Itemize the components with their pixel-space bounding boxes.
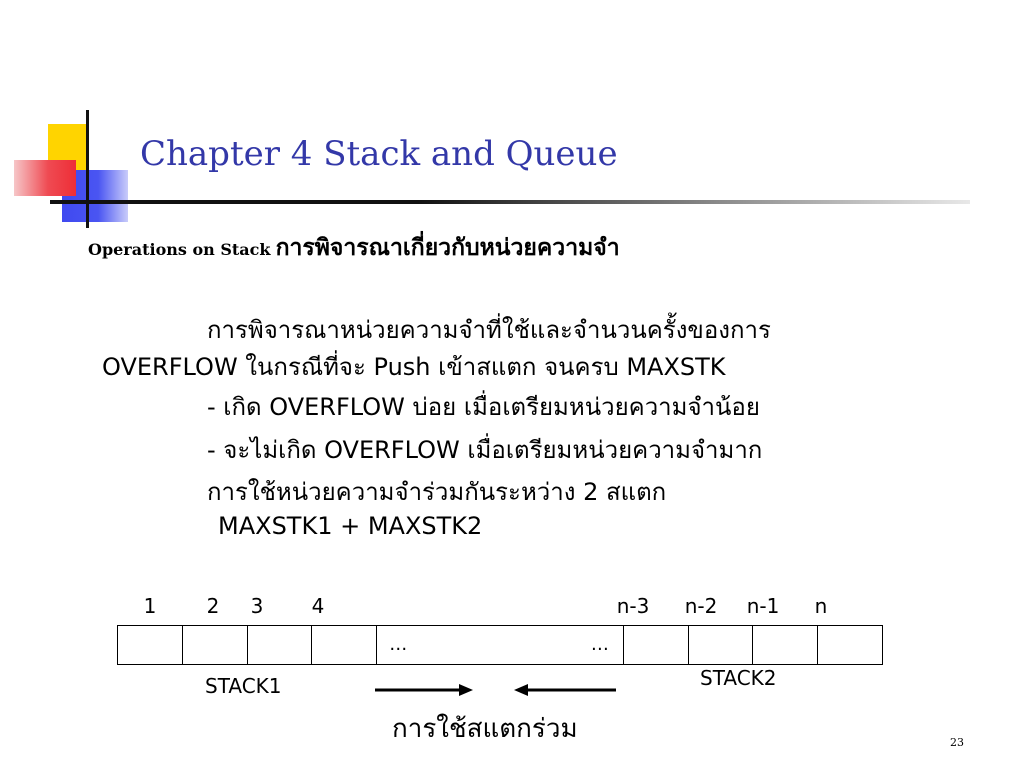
ellipsis-left: … xyxy=(389,634,410,655)
section-heading-thai: การพิจารณาเกี่ยวกับหน่วยความจำ xyxy=(275,235,620,261)
right-arrow-icon xyxy=(373,682,475,698)
body-line-6: MAXSTK1 + MAXSTK2 xyxy=(218,512,483,540)
array-cell xyxy=(183,626,248,664)
left-arrow-icon xyxy=(512,682,618,698)
section-heading xyxy=(88,230,620,266)
body-line-2: OVERFLOW ในกรณีที่จะ Push เข้าสแตก จนครบ MAXSTK xyxy=(102,353,726,381)
index-label: n xyxy=(814,594,828,618)
body-line-4: - จะไม่เกิด OVERFLOW เมื่อเตรียมหน่วยความจำมาก xyxy=(207,436,763,464)
body-line-3: - เกิด OVERFLOW บ่อย เมื่อเตรียมหน่วยความจำน้อย xyxy=(207,393,760,421)
body-line-5: การใช้หน่วยความจำร่วมกันระหว่าง 2 สแตก xyxy=(207,478,667,506)
array-cell xyxy=(312,626,377,664)
index-label: 3 xyxy=(250,594,264,618)
array-shared-region xyxy=(377,626,624,664)
index-label: 2 xyxy=(206,594,220,618)
logo-vertical-rule xyxy=(86,110,89,228)
slide-title: Chapter 4 Stack and Queue xyxy=(140,134,618,174)
array-cell xyxy=(624,626,689,664)
array-cell xyxy=(118,626,183,664)
logo-red-square xyxy=(14,160,76,196)
array-diagram xyxy=(117,625,883,665)
section-heading-english: Operations on Stack xyxy=(88,240,271,259)
page-number: 23 xyxy=(950,736,964,749)
array-cell xyxy=(248,626,313,664)
index-label: n-1 xyxy=(746,594,780,618)
array-cell xyxy=(689,626,754,664)
stack2-label: STACK2 xyxy=(700,666,777,690)
array-cell xyxy=(753,626,818,664)
array-cell xyxy=(818,626,882,664)
index-label: 1 xyxy=(143,594,157,618)
ellipsis-right: … xyxy=(590,634,611,655)
body-line-1: การพิจารณาหน่วยความจำที่ใช้และจำนวนครั้งของการ xyxy=(207,316,771,344)
stack1-label: STACK1 xyxy=(205,674,282,698)
diagram-caption: การใช้สแตกร่วม xyxy=(392,714,578,744)
index-label: n-2 xyxy=(684,594,718,618)
index-label: n-3 xyxy=(616,594,650,618)
title-underline-rule xyxy=(50,200,970,204)
index-label: 4 xyxy=(311,594,325,618)
